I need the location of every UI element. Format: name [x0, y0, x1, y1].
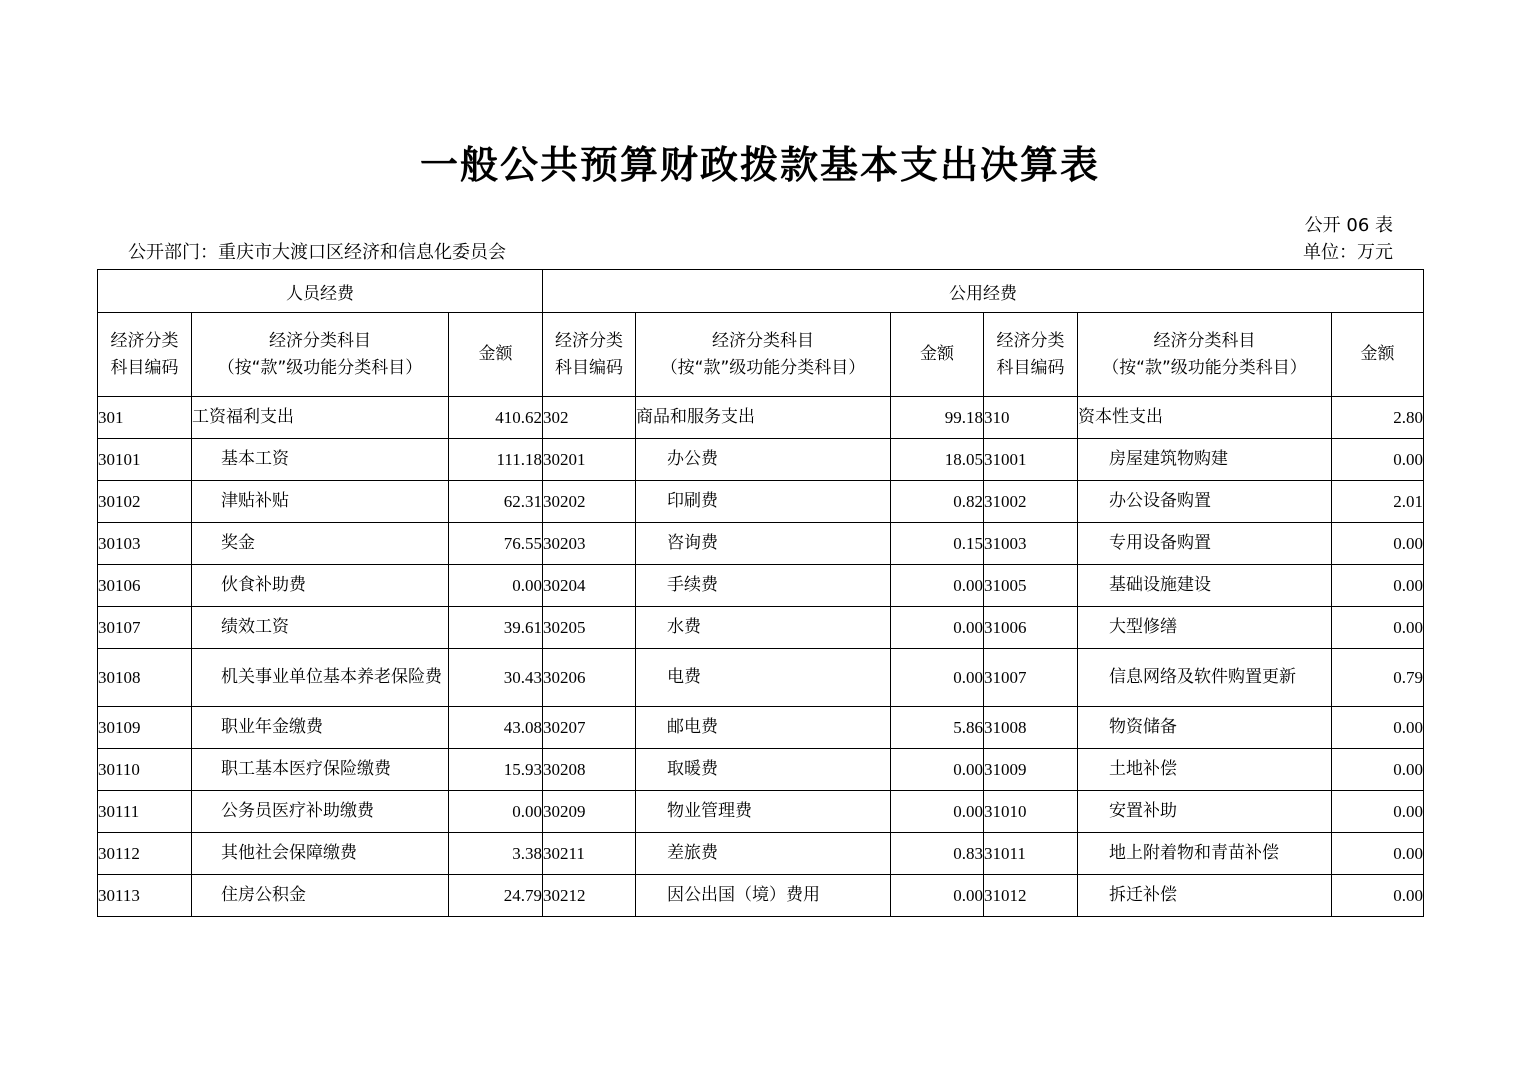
column-header-amount: 金额: [1332, 313, 1424, 397]
capital-code-cell: 31012: [984, 875, 1078, 917]
personnel-code-cell: 30107: [98, 607, 192, 649]
goods-amount-cell: 0.00: [891, 875, 984, 917]
capital-amount-cell: 0.00: [1332, 833, 1424, 875]
goods-code-cell: 302: [543, 397, 636, 439]
table-row: [98, 833, 1424, 875]
capital-name-cell: 安置补助: [1078, 791, 1332, 833]
public-group-header: 公用经费: [543, 270, 1424, 313]
personnel-amount-cell: 410.62: [449, 397, 543, 439]
personnel-amount-cell: 39.61: [449, 607, 543, 649]
personnel-amount-cell: 43.08: [449, 707, 543, 749]
capital-name-cell: 地上附着物和青苗补偿: [1078, 833, 1332, 875]
capital-code-cell: 31002: [984, 481, 1078, 523]
personnel-name-cell: 公务员医疗补助缴费: [192, 791, 449, 833]
goods-code-cell: 30201: [543, 439, 636, 481]
column-header-subject: 经济分类科目 （按“款”级功能分类科目）: [636, 313, 891, 397]
table-row: [98, 397, 1424, 439]
capital-amount-cell: 0.00: [1332, 565, 1424, 607]
personnel-amount-cell: 0.00: [449, 565, 543, 607]
goods-code-cell: 30203: [543, 523, 636, 565]
table-row: [98, 875, 1424, 917]
capital-code-cell: 31009: [984, 749, 1078, 791]
table-row: [98, 439, 1424, 481]
personnel-amount-cell: 24.79: [449, 875, 543, 917]
column-header-subject: 经济分类科目 （按“款”级功能分类科目）: [192, 313, 449, 397]
goods-name-cell: 因公出国（境）费用: [636, 875, 891, 917]
personnel-name-cell: 工资福利支出: [192, 397, 449, 439]
goods-code-cell: 30202: [543, 481, 636, 523]
capital-code-cell: 31010: [984, 791, 1078, 833]
goods-code-cell: 30204: [543, 565, 636, 607]
goods-name-cell: 邮电费: [636, 707, 891, 749]
personnel-name-cell: 伙食补助费: [192, 565, 449, 607]
capital-name-cell: 土地补偿: [1078, 749, 1332, 791]
capital-name-cell: 专用设备购置: [1078, 523, 1332, 565]
goods-code-cell: 30208: [543, 749, 636, 791]
personnel-name-cell: 其他社会保障缴费: [192, 833, 449, 875]
capital-name-cell: 物资储备: [1078, 707, 1332, 749]
capital-amount-cell: 0.00: [1332, 607, 1424, 649]
column-header-row: [98, 313, 1424, 397]
form-number: 公开 06 表: [1304, 215, 1393, 236]
page-title: 一般公共预算财政拨款基本支出决算表: [419, 143, 1100, 187]
goods-code-cell: 30211: [543, 833, 636, 875]
capital-code-cell: 31007: [984, 649, 1078, 707]
capital-code-cell: 31005: [984, 565, 1078, 607]
capital-name-cell: 房屋建筑物购建: [1078, 439, 1332, 481]
personnel-amount-cell: 76.55: [449, 523, 543, 565]
goods-code-cell: 30209: [543, 791, 636, 833]
goods-code-cell: 30207: [543, 707, 636, 749]
goods-amount-cell: 0.00: [891, 649, 984, 707]
personnel-amount-cell: 111.18: [449, 439, 543, 481]
goods-name-cell: 物业管理费: [636, 791, 891, 833]
goods-code-cell: 30205: [543, 607, 636, 649]
capital-name-cell: 信息网络及软件购置更新: [1078, 649, 1332, 707]
goods-name-cell: 印刷费: [636, 481, 891, 523]
personnel-code-cell: 30102: [98, 481, 192, 523]
column-header-amount: 金额: [449, 313, 543, 397]
personnel-code-cell: 30106: [98, 565, 192, 607]
goods-name-cell: 办公费: [636, 439, 891, 481]
personnel-name-cell: 住房公积金: [192, 875, 449, 917]
capital-code-cell: 31006: [984, 607, 1078, 649]
capital-code-cell: 31011: [984, 833, 1078, 875]
capital-amount-cell: 2.01: [1332, 481, 1424, 523]
table-row: [98, 649, 1424, 707]
capital-code-cell: 31003: [984, 523, 1078, 565]
personnel-code-cell: 30108: [98, 649, 192, 707]
personnel-name-cell: 奖金: [192, 523, 449, 565]
goods-amount-cell: 0.00: [891, 565, 984, 607]
capital-code-cell: 31008: [984, 707, 1078, 749]
goods-name-cell: 咨询费: [636, 523, 891, 565]
table-row: [98, 791, 1424, 833]
column-header-amount: 金额: [891, 313, 984, 397]
goods-name-cell: 电费: [636, 649, 891, 707]
personnel-code-cell: 30103: [98, 523, 192, 565]
personnel-amount-cell: 0.00: [449, 791, 543, 833]
personnel-group-header: 人员经费: [98, 270, 543, 313]
personnel-name-cell: 职业年金缴费: [192, 707, 449, 749]
capital-amount-cell: 2.80: [1332, 397, 1424, 439]
capital-amount-cell: 0.00: [1332, 791, 1424, 833]
goods-amount-cell: 5.86: [891, 707, 984, 749]
department-label: 公开部门：重庆市大渡口区经济和信息化委员会: [128, 242, 506, 263]
goods-amount-cell: 0.83: [891, 833, 984, 875]
table-row: [98, 607, 1424, 649]
table-row: [98, 481, 1424, 523]
personnel-name-cell: 基本工资: [192, 439, 449, 481]
capital-code-cell: 310: [984, 397, 1078, 439]
capital-amount-cell: 0.00: [1332, 439, 1424, 481]
personnel-amount-cell: 3.38: [449, 833, 543, 875]
capital-name-cell: 办公设备购置: [1078, 481, 1332, 523]
capital-amount-cell: 0.79: [1332, 649, 1424, 707]
table-row: [98, 707, 1424, 749]
goods-amount-cell: 18.05: [891, 439, 984, 481]
column-header-code: 经济分类 科目编码: [984, 313, 1078, 397]
capital-name-cell: 基础设施建设: [1078, 565, 1332, 607]
capital-amount-cell: 0.00: [1332, 875, 1424, 917]
goods-amount-cell: 0.82: [891, 481, 984, 523]
goods-name-cell: 手续费: [636, 565, 891, 607]
personnel-code-cell: 30109: [98, 707, 192, 749]
goods-name-cell: 取暖费: [636, 749, 891, 791]
unit-label: 单位：万元: [1303, 242, 1393, 263]
personnel-name-cell: 绩效工资: [192, 607, 449, 649]
table-row: [98, 565, 1424, 607]
personnel-name-cell: 职工基本医疗保险缴费: [192, 749, 449, 791]
capital-amount-cell: 0.00: [1332, 749, 1424, 791]
personnel-name-cell: 机关事业单位基本养老保险费: [192, 649, 449, 707]
capital-code-cell: 31001: [984, 439, 1078, 481]
goods-code-cell: 30206: [543, 649, 636, 707]
personnel-code-cell: 30110: [98, 749, 192, 791]
goods-name-cell: 差旅费: [636, 833, 891, 875]
column-header-code: 经济分类 科目编码: [98, 313, 192, 397]
goods-amount-cell: 0.15: [891, 523, 984, 565]
column-header-code: 经济分类 科目编码: [543, 313, 636, 397]
personnel-code-cell: 301: [98, 397, 192, 439]
goods-amount-cell: 99.18: [891, 397, 984, 439]
capital-amount-cell: 0.00: [1332, 707, 1424, 749]
capital-amount-cell: 0.00: [1332, 523, 1424, 565]
personnel-name-cell: 津贴补贴: [192, 481, 449, 523]
personnel-amount-cell: 62.31: [449, 481, 543, 523]
capital-name-cell: 大型修缮: [1078, 607, 1332, 649]
budget-table: [97, 269, 1424, 917]
personnel-amount-cell: 30.43: [449, 649, 543, 707]
personnel-code-cell: 30111: [98, 791, 192, 833]
personnel-code-cell: 30101: [98, 439, 192, 481]
personnel-amount-cell: 15.93: [449, 749, 543, 791]
personnel-code-cell: 30112: [98, 833, 192, 875]
table-row: [98, 523, 1424, 565]
goods-name-cell: 商品和服务支出: [636, 397, 891, 439]
group-header-row: [98, 270, 1424, 313]
capital-name-cell: 拆迁补偿: [1078, 875, 1332, 917]
table-row: [98, 749, 1424, 791]
goods-amount-cell: 0.00: [891, 607, 984, 649]
capital-name-cell: 资本性支出: [1078, 397, 1332, 439]
goods-amount-cell: 0.00: [891, 791, 984, 833]
column-header-subject: 经济分类科目 （按“款”级功能分类科目）: [1078, 313, 1332, 397]
personnel-code-cell: 30113: [98, 875, 192, 917]
goods-name-cell: 水费: [636, 607, 891, 649]
goods-code-cell: 30212: [543, 875, 636, 917]
goods-amount-cell: 0.00: [891, 749, 984, 791]
